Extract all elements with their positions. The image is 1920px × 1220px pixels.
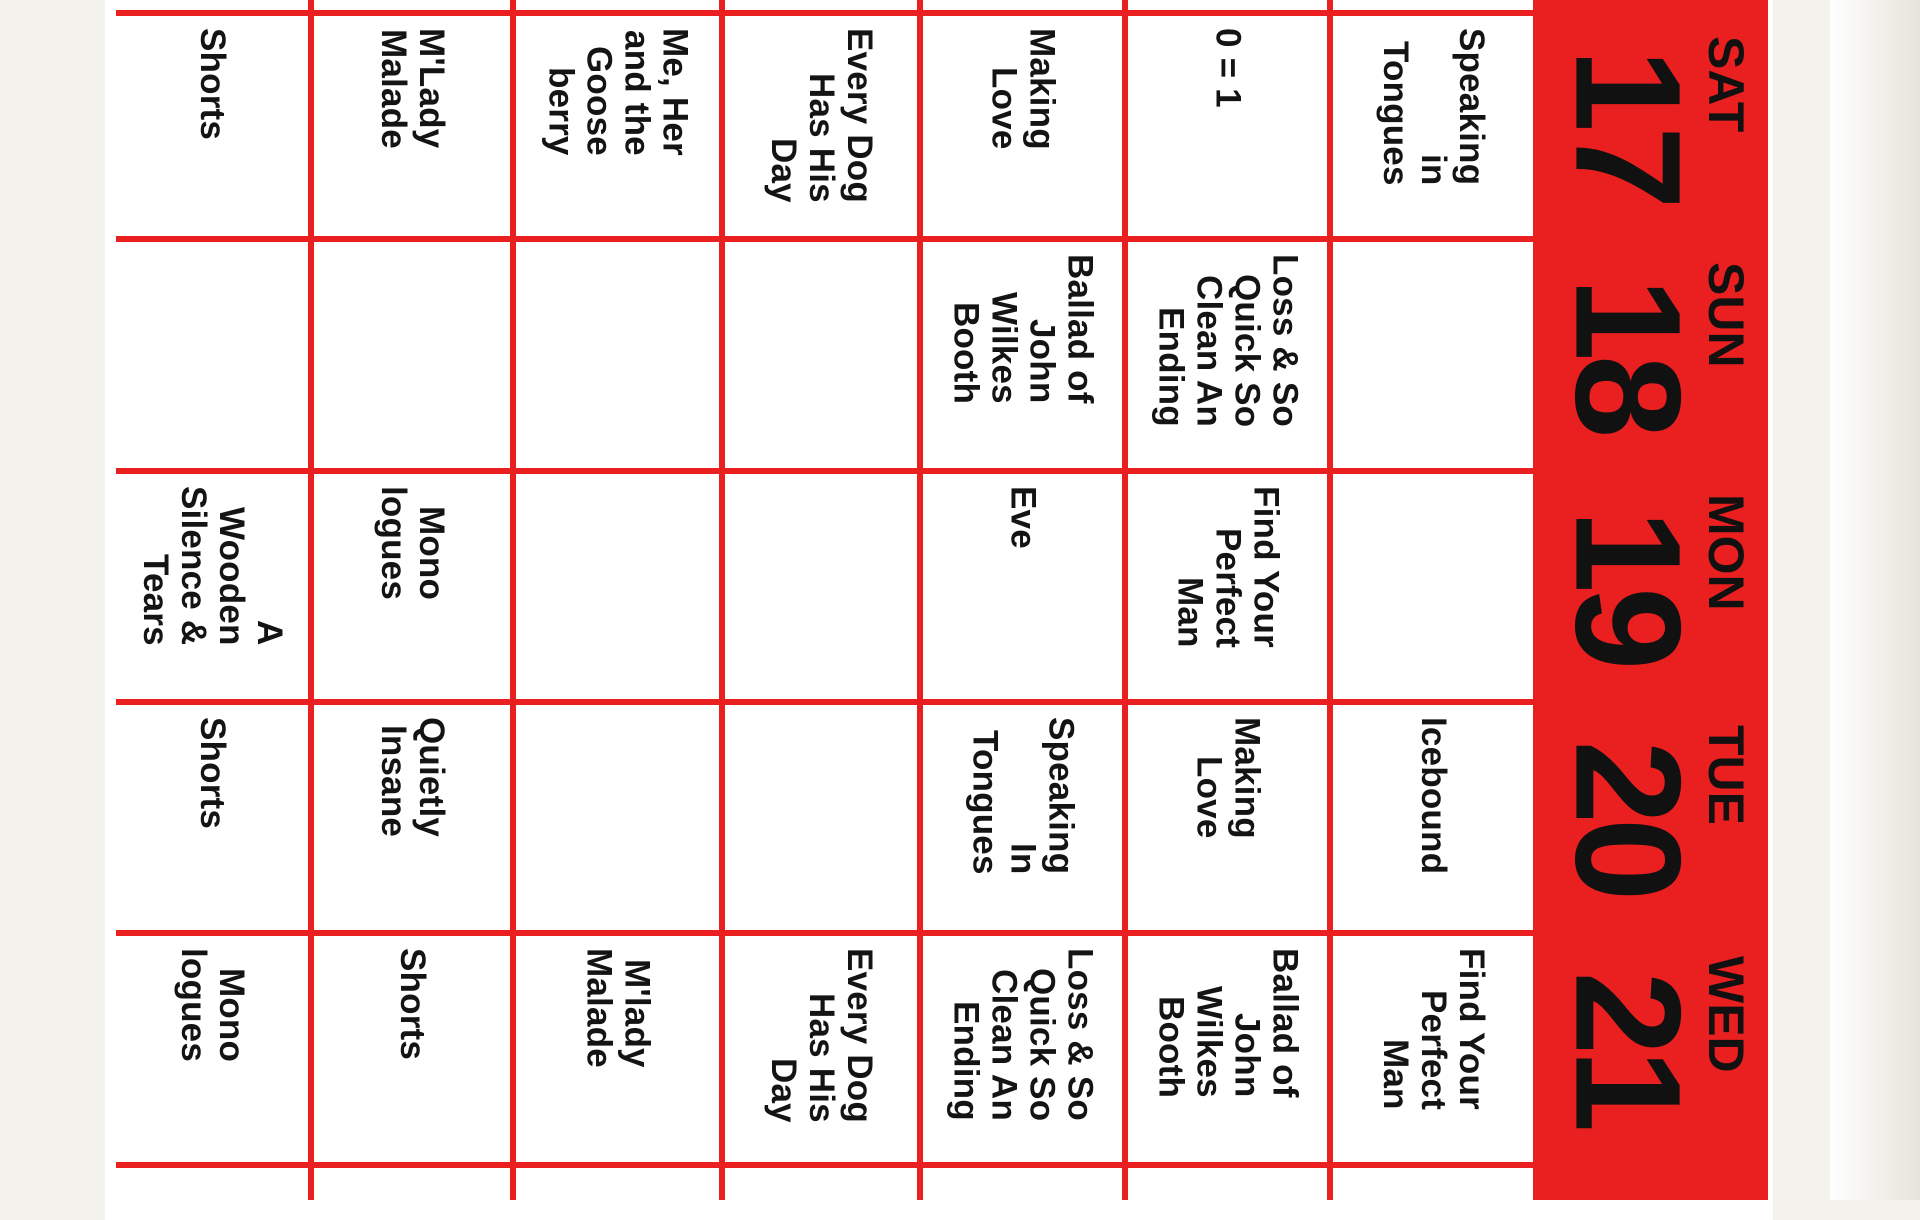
show-cell: [1333, 705, 1533, 930]
show-title: 0 = 1: [1208, 28, 1248, 108]
next-row-edge: [314, 1168, 510, 1200]
next-row-edge: [725, 1168, 917, 1200]
show-title: M'Lady Malade: [374, 28, 451, 149]
show-cell: [725, 242, 917, 468]
day-of-week: SUN: [1698, 262, 1754, 368]
show-cell: [1128, 936, 1327, 1162]
show-cell: [1128, 16, 1327, 236]
show-cell: [725, 16, 917, 236]
show-title: Find Your Perfect Man: [1170, 486, 1286, 648]
previous-row-edge: [1333, 0, 1533, 10]
next-row-edge: [1333, 1168, 1533, 1200]
show-cell: [923, 16, 1122, 236]
show-cell: [923, 936, 1122, 1162]
show-cell: [314, 936, 510, 1162]
date-header: [1539, 705, 1768, 930]
show-cell: [516, 16, 719, 236]
show-cell: [923, 705, 1122, 930]
show-title: Quietly Insane: [374, 717, 451, 838]
next-row-edge: [116, 1168, 308, 1200]
day-of-week: SAT: [1698, 36, 1754, 133]
show-title: Shorts: [193, 28, 232, 141]
show-cell: [725, 474, 917, 699]
schedule-grid: [116, 0, 1768, 1200]
show-title: Making Love: [984, 28, 1062, 150]
show-title: Every Dog Has His Day: [764, 948, 879, 1123]
show-cell: [923, 242, 1122, 468]
show-title: Every Dog Has His Day: [764, 28, 879, 203]
scan-paper-edge: [1830, 0, 1920, 1200]
show-cell: [1333, 936, 1533, 1162]
next-row-edge: [1539, 1168, 1768, 1200]
day-of-week: TUE: [1698, 725, 1754, 825]
show-cell: [314, 16, 510, 236]
show-title: Icebound: [1414, 717, 1453, 875]
show-cell: [516, 936, 719, 1162]
show-cell: [116, 936, 308, 1162]
previous-row-edge: [116, 0, 308, 10]
show-cell: [116, 705, 308, 930]
date-header: [1539, 242, 1768, 468]
previous-row-edge: [1128, 0, 1327, 10]
show-cell: [314, 705, 510, 930]
previous-row-edge: [314, 0, 510, 10]
show-cell: [1128, 474, 1327, 699]
date-header: [1539, 936, 1768, 1162]
next-row-edge: [923, 1168, 1122, 1200]
previous-row-edge: [1539, 0, 1768, 10]
day-of-week: MON: [1698, 494, 1754, 611]
show-cell: [1128, 705, 1327, 930]
next-row-edge: [516, 1168, 719, 1200]
show-title: Eve: [1003, 486, 1043, 549]
show-title: Loss & So Quick So Clean An Ending: [1151, 254, 1305, 427]
show-title: Making Love: [1189, 717, 1267, 839]
previous-row-edge: [516, 0, 719, 10]
show-title: Mono logues: [174, 948, 251, 1062]
show-title: Ballad of John Wilkes Booth: [1151, 948, 1305, 1098]
show-title: Loss & So Quick So Clean An Ending: [946, 948, 1100, 1121]
day-of-week: WED: [1698, 956, 1754, 1073]
day-number: 19: [1544, 509, 1713, 664]
show-cell: [1128, 242, 1327, 468]
show-cell: [516, 242, 719, 468]
show-title: Me, Her and the Goose berry: [541, 28, 695, 156]
next-row-edge: [1128, 1168, 1327, 1200]
date-header: [1539, 474, 1768, 699]
show-title: Shorts: [393, 948, 432, 1061]
show-title: Speaking In Tongues: [965, 717, 1081, 875]
show-title: Find Your Perfect Man: [1376, 948, 1491, 1110]
show-cell: [116, 474, 308, 699]
show-title: Shorts: [193, 717, 232, 830]
show-cell: [116, 16, 308, 236]
show-cell: [516, 474, 719, 699]
date-header: [1539, 16, 1768, 236]
show-title: M'lady Malade: [579, 948, 657, 1068]
previous-row-edge: [725, 0, 917, 10]
show-cell: [314, 474, 510, 699]
show-cell: [1333, 474, 1533, 699]
show-title: A Wooden Silence & Tears: [136, 486, 289, 646]
show-cell: [923, 474, 1122, 699]
show-cell: [516, 705, 719, 930]
show-cell: [725, 705, 917, 930]
show-title: Ballad of John Wilkes Booth: [946, 254, 1100, 404]
show-cell: [116, 242, 308, 468]
day-number: 20: [1544, 740, 1713, 895]
show-title: Mono logues: [374, 486, 451, 600]
show-title: Speaking in Tongues: [1376, 28, 1491, 186]
show-cell: [725, 936, 917, 1162]
show-cell: [1333, 242, 1533, 468]
day-number: 18: [1544, 277, 1713, 433]
show-cell: [314, 242, 510, 468]
day-number: 17: [1544, 48, 1713, 204]
show-cell: [1333, 16, 1533, 236]
day-number: 21: [1544, 971, 1713, 1127]
previous-row-edge: [923, 0, 1122, 10]
